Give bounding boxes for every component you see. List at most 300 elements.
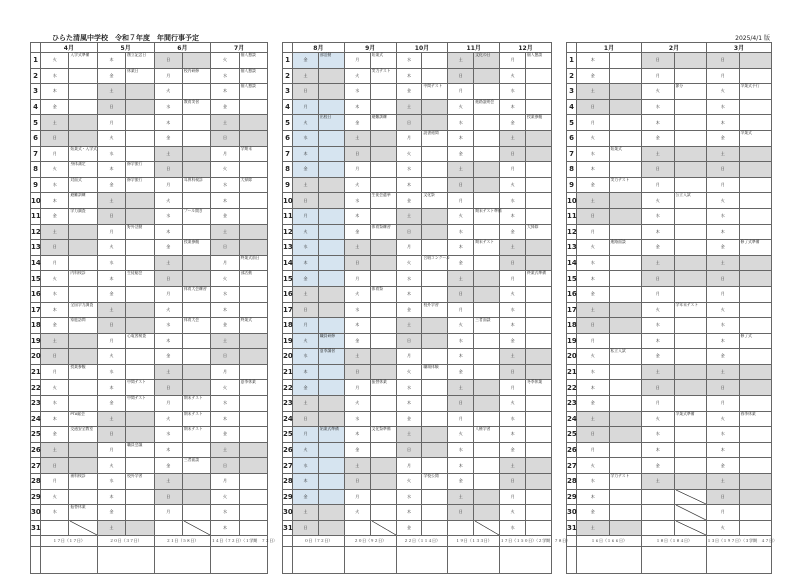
- event-cell: [69, 130, 97, 146]
- notes-cell: [154, 547, 211, 574]
- event-cell: [474, 271, 500, 287]
- weekday-cell: 水: [293, 458, 319, 474]
- event-cell: [182, 474, 210, 490]
- event-cell: [674, 146, 707, 162]
- weekday-cell: 土: [642, 146, 675, 162]
- event-cell: [318, 271, 344, 287]
- weekday-cell: 金: [707, 130, 740, 146]
- weekday-cell: 土: [97, 84, 125, 100]
- weekday-cell: 金: [211, 208, 239, 224]
- weekday-cell: 金: [707, 458, 740, 474]
- event-cell: [609, 318, 642, 334]
- weekday-cell: 水: [41, 396, 69, 412]
- event-cell: [474, 520, 500, 536]
- event-cell: [318, 380, 344, 396]
- day-number: 14: [283, 255, 293, 271]
- weekday-cell: 水: [211, 396, 239, 412]
- event-cell: [739, 115, 772, 131]
- weekday-cell: 金: [344, 442, 370, 458]
- weekday-cell: 日: [97, 99, 125, 115]
- event-cell: 野外活動: [126, 224, 154, 240]
- weekday-cell: 金: [642, 349, 675, 365]
- weekday-cell: 金: [577, 177, 610, 193]
- event-cell: [69, 84, 97, 100]
- day-number: 27: [31, 458, 41, 474]
- weekday-cell: 土: [500, 458, 526, 474]
- event-cell: [609, 130, 642, 146]
- weekday-cell: 日: [41, 349, 69, 365]
- day-number: 29: [283, 489, 293, 505]
- event-cell: [422, 458, 448, 474]
- event-cell: 夏季休業: [239, 380, 267, 396]
- day-number: 5: [31, 115, 41, 131]
- event-cell: [239, 240, 267, 256]
- weekday-cell: 火: [154, 193, 182, 209]
- weekday-cell: 火: [41, 53, 69, 69]
- weekday-cell: 日: [211, 240, 239, 256]
- weekday-cell: 金: [642, 130, 675, 146]
- day-number: 17: [283, 302, 293, 318]
- event-cell: [69, 286, 97, 302]
- event-cell: [239, 302, 267, 318]
- weekday-cell: 火: [448, 208, 474, 224]
- day-number: 16: [567, 286, 577, 302]
- month-header: 8月: [293, 43, 345, 53]
- event-cell: [422, 520, 448, 536]
- notes-cell: [500, 547, 552, 574]
- weekday-cell: 金: [500, 224, 526, 240]
- event-cell: [69, 349, 97, 365]
- weekday-cell: 水: [448, 224, 474, 240]
- day-number: 4: [567, 99, 577, 115]
- weekday-cell: 日: [344, 474, 370, 490]
- weekday-cell: 土: [577, 411, 610, 427]
- weekday-cell: 水: [293, 349, 319, 365]
- weekday-cell: 木: [154, 442, 182, 458]
- event-cell: 終業式前日: [239, 255, 267, 271]
- day-number: 3: [567, 84, 577, 100]
- weekday-cell: 木: [448, 240, 474, 256]
- event-cell: [126, 208, 154, 224]
- school-days-summary: ２０日（９２日）: [344, 536, 396, 547]
- day-number: 28: [31, 474, 41, 490]
- weekday-cell: 月: [448, 411, 474, 427]
- event-cell: [239, 442, 267, 458]
- event-cell: [739, 162, 772, 178]
- event-cell: [674, 489, 707, 505]
- day-number: 9: [31, 177, 41, 193]
- weekday-cell: 木: [344, 99, 370, 115]
- weekday-cell: 水: [293, 130, 319, 146]
- event-cell: [126, 193, 154, 209]
- event-cell: [239, 333, 267, 349]
- event-cell: [370, 99, 396, 115]
- event-cell: [126, 349, 154, 365]
- event-cell: [739, 364, 772, 380]
- weekday-cell: 火: [642, 193, 675, 209]
- event-cell: [370, 333, 396, 349]
- weekday-cell: 月: [396, 349, 422, 365]
- weekday-cell: 月: [500, 380, 526, 396]
- month-header: 6月: [154, 43, 211, 53]
- weekday-cell: 木: [396, 68, 422, 84]
- day-number: 6: [283, 130, 293, 146]
- event-cell: 期末テスト: [474, 240, 500, 256]
- event-cell: [239, 396, 267, 412]
- event-cell: [239, 505, 267, 521]
- weekday-cell: 火: [41, 271, 69, 287]
- event-cell: [422, 208, 448, 224]
- event-cell: [370, 442, 396, 458]
- event-cell: [739, 177, 772, 193]
- event-cell: [182, 224, 210, 240]
- weekday-cell: 火: [211, 162, 239, 178]
- weekday-cell: 金: [211, 427, 239, 443]
- weekday-cell: 木: [642, 442, 675, 458]
- event-cell: [182, 255, 210, 271]
- weekday-cell: 金: [41, 208, 69, 224]
- event-cell: [474, 333, 500, 349]
- event-cell: 人権学習: [474, 427, 500, 443]
- event-cell: [474, 84, 500, 100]
- event-cell: [739, 208, 772, 224]
- event-cell: [474, 474, 500, 490]
- day-number: 24: [283, 411, 293, 427]
- event-cell: 休業日: [126, 68, 154, 84]
- day-number-header: [567, 43, 577, 53]
- event-cell: [674, 442, 707, 458]
- school-days-summary: １８日（１８４日）: [642, 536, 707, 547]
- day-number: 17: [31, 302, 41, 318]
- weekday-cell: 水: [577, 474, 610, 490]
- event-cell: [422, 162, 448, 178]
- event-cell: [182, 84, 210, 100]
- weekday-cell: 土: [41, 333, 69, 349]
- event-cell: [609, 505, 642, 521]
- event-cell: [239, 411, 267, 427]
- weekday-cell: 水: [396, 53, 422, 69]
- event-cell: [526, 411, 552, 427]
- weekday-cell: 火: [500, 505, 526, 521]
- event-cell: [674, 177, 707, 193]
- weekday-cell: 土: [396, 427, 422, 443]
- event-cell: [739, 349, 772, 365]
- event-cell: [370, 364, 396, 380]
- weekday-cell: 水: [97, 255, 125, 271]
- weekday-cell: 火: [344, 286, 370, 302]
- weekday-cell: 日: [211, 349, 239, 365]
- event-cell: 個人懇談: [239, 84, 267, 100]
- event-cell: [239, 520, 267, 536]
- weekday-cell: 日: [154, 489, 182, 505]
- weekday-cell: 水: [211, 177, 239, 193]
- weekday-cell: 金: [344, 115, 370, 131]
- notes-cell: [344, 547, 396, 574]
- event-cell: 個人懇談: [526, 53, 552, 69]
- weekday-cell: 水: [41, 68, 69, 84]
- weekday-cell: 土: [211, 115, 239, 131]
- weekday-cell: 月: [707, 177, 740, 193]
- weekday-cell: 月: [97, 115, 125, 131]
- event-cell: 節分: [674, 84, 707, 100]
- event-cell: 始業式: [370, 53, 396, 69]
- weekday-cell: 月: [211, 255, 239, 271]
- weekday-cell: 木: [707, 333, 740, 349]
- event-cell: [674, 224, 707, 240]
- weekday-cell: 日: [707, 489, 740, 505]
- event-cell: [182, 520, 210, 536]
- notes-cell: [211, 547, 268, 574]
- weekday-cell: 金: [41, 318, 69, 334]
- event-cell: [474, 224, 500, 240]
- weekday-cell: 金: [154, 349, 182, 365]
- event-cell: 三者面談: [182, 458, 210, 474]
- weekday-cell: 金: [97, 68, 125, 84]
- event-cell: 三者面談: [474, 318, 500, 334]
- day-number: 1: [567, 53, 577, 69]
- event-cell: [69, 255, 97, 271]
- event-cell: [239, 162, 267, 178]
- day-number: 8: [283, 162, 293, 178]
- weekday-cell: 土: [154, 146, 182, 162]
- calendar-jan-mar: [566, 42, 777, 574]
- weekday-cell: 金: [642, 458, 675, 474]
- event-cell: 対面式: [69, 177, 97, 193]
- event-cell: [239, 364, 267, 380]
- school-days-summary: ２１日（５８日）: [154, 536, 211, 547]
- event-cell: [422, 286, 448, 302]
- event-cell: [526, 130, 552, 146]
- weekday-cell: 木: [642, 115, 675, 131]
- event-cell: [318, 396, 344, 412]
- event-cell: [126, 458, 154, 474]
- event-cell: [370, 208, 396, 224]
- day-number: 30: [31, 505, 41, 521]
- event-cell: [674, 255, 707, 271]
- weekday-cell: 日: [154, 271, 182, 287]
- day-number-header: [31, 43, 41, 53]
- day-number: 24: [567, 411, 577, 427]
- weekday-cell: 日: [293, 411, 319, 427]
- event-cell: 校内研修: [182, 68, 210, 84]
- day-number: 7: [283, 146, 293, 162]
- event-cell: [239, 458, 267, 474]
- event-cell: [422, 380, 448, 396]
- event-cell: 振替休業: [370, 380, 396, 396]
- weekday-cell: 火: [500, 286, 526, 302]
- weekday-cell: 金: [97, 396, 125, 412]
- weekday-cell: 水: [154, 208, 182, 224]
- event-cell: [370, 396, 396, 412]
- event-cell: [69, 489, 97, 505]
- event-cell: [318, 489, 344, 505]
- weekday-cell: 木: [97, 271, 125, 287]
- weekday-cell: 金: [500, 115, 526, 131]
- weekday-cell: 月: [642, 286, 675, 302]
- day-number: 3: [31, 84, 41, 100]
- weekday-cell: 火: [500, 396, 526, 412]
- weekday-cell: 金: [448, 474, 474, 490]
- weekday-cell: 土: [396, 99, 422, 115]
- weekday-cell: 日: [448, 396, 474, 412]
- day-number: 11: [31, 208, 41, 224]
- weekday-cell: 日: [707, 380, 740, 396]
- event-cell: [239, 99, 267, 115]
- day-number: 7: [567, 146, 577, 162]
- event-cell: [739, 318, 772, 334]
- weekday-cell: 水: [344, 193, 370, 209]
- event-cell: [609, 99, 642, 115]
- event-cell: [182, 505, 210, 521]
- event-cell: [69, 333, 97, 349]
- weekday-cell: 日: [448, 177, 474, 193]
- event-cell: 創立記念日: [126, 53, 154, 69]
- weekday-cell: 日: [396, 115, 422, 131]
- weekday-cell: 金: [154, 130, 182, 146]
- event-cell: [739, 286, 772, 302]
- event-cell: [739, 53, 772, 69]
- weekday-cell: 木: [577, 489, 610, 505]
- weekday-cell: 月: [707, 68, 740, 84]
- school-days-summary: １７日（１５０日）〈２学期 ７８日〉: [500, 536, 552, 547]
- event-cell: [126, 130, 154, 146]
- notes-cell: [707, 547, 772, 574]
- weekday-cell: 水: [577, 364, 610, 380]
- day-number: 29: [567, 489, 577, 505]
- day-number: 23: [567, 396, 577, 412]
- event-cell: 部活動: [239, 271, 267, 287]
- weekday-cell: 金: [642, 240, 675, 256]
- event-cell: [422, 442, 448, 458]
- weekday-cell: 水: [154, 427, 182, 443]
- event-cell: [126, 364, 154, 380]
- weekday-cell: 火: [211, 489, 239, 505]
- weekday-cell: 火: [642, 302, 675, 318]
- event-cell: [474, 302, 500, 318]
- event-cell: [182, 115, 210, 131]
- event-cell: [526, 255, 552, 271]
- weekday-cell: 火: [577, 130, 610, 146]
- weekday-cell: 月: [97, 224, 125, 240]
- weekday-cell: 日: [396, 333, 422, 349]
- event-cell: [239, 489, 267, 505]
- event-cell: [318, 99, 344, 115]
- weekday-cell: 木: [344, 427, 370, 443]
- event-cell: 体育祭練習: [370, 224, 396, 240]
- weekday-cell: 木: [41, 84, 69, 100]
- weekday-cell: 土: [211, 224, 239, 240]
- event-cell: [182, 333, 210, 349]
- event-cell: 春季休業: [739, 411, 772, 427]
- event-cell: [674, 130, 707, 146]
- weekday-cell: 木: [577, 271, 610, 287]
- event-cell: 夏季講習: [318, 349, 344, 365]
- event-cell: [318, 318, 344, 334]
- day-number: 23: [283, 396, 293, 412]
- event-cell: [318, 240, 344, 256]
- weekday-cell: 火: [154, 302, 182, 318]
- event-cell: 私立入試: [609, 349, 642, 365]
- day-number: 11: [283, 208, 293, 224]
- weekday-cell: 月: [154, 68, 182, 84]
- weekday-cell: [448, 520, 474, 536]
- weekday-cell: 木: [211, 193, 239, 209]
- event-cell: 中間テスト: [126, 396, 154, 412]
- weekday-cell: 火: [97, 458, 125, 474]
- weekday-cell: 月: [41, 474, 69, 490]
- day-number: 10: [31, 193, 41, 209]
- event-cell: 心電図検査: [126, 333, 154, 349]
- summary-label: [283, 536, 293, 547]
- day-number: 22: [31, 380, 41, 396]
- day-number: 7: [31, 146, 41, 162]
- weekday-cell: 火: [707, 193, 740, 209]
- day-number: 26: [283, 442, 293, 458]
- notes-label: [567, 547, 577, 574]
- weekday-cell: 水: [577, 255, 610, 271]
- event-cell: 期末テスト: [182, 411, 210, 427]
- weekday-cell: 土: [211, 442, 239, 458]
- weekday-cell: 月: [293, 318, 319, 334]
- day-number: 12: [283, 224, 293, 240]
- weekday-cell: 土: [577, 302, 610, 318]
- weekday-cell: 木: [154, 333, 182, 349]
- month-header: 1月: [577, 43, 642, 53]
- event-cell: [370, 162, 396, 178]
- day-number: 18: [567, 318, 577, 334]
- event-cell: [526, 99, 552, 115]
- event-cell: [370, 318, 396, 334]
- weekday-cell: [154, 520, 182, 536]
- weekday-cell: 火: [396, 146, 422, 162]
- event-cell: 期末テスト準備: [474, 208, 500, 224]
- day-number: 16: [31, 286, 41, 302]
- event-cell: [318, 130, 344, 146]
- weekday-cell: 金: [577, 68, 610, 84]
- weekday-cell: 水: [154, 99, 182, 115]
- weekday-cell: 火: [707, 411, 740, 427]
- weekday-cell: 木: [642, 333, 675, 349]
- weekday-cell: 土: [293, 68, 319, 84]
- weekday-cell: 木: [211, 520, 239, 536]
- event-cell: [674, 380, 707, 396]
- event-cell: [126, 99, 154, 115]
- event-cell: [370, 458, 396, 474]
- event-cell: [739, 68, 772, 84]
- day-number: 28: [283, 474, 293, 490]
- event-cell: [422, 224, 448, 240]
- notes-label: [31, 547, 41, 574]
- weekday-cell: 水: [97, 146, 125, 162]
- weekday-cell: 水: [211, 68, 239, 84]
- weekday-cell: 月: [396, 130, 422, 146]
- event-cell: 終業式準備: [526, 271, 552, 287]
- month-header: 12月: [500, 43, 552, 53]
- weekday-cell: 日: [97, 427, 125, 443]
- weekday-cell: 金: [41, 99, 69, 115]
- weekday-cell: 月: [211, 474, 239, 490]
- event-cell: [474, 411, 500, 427]
- event-cell: 進路説明会: [474, 99, 500, 115]
- event-cell: [739, 271, 772, 287]
- event-cell: [370, 177, 396, 193]
- weekday-cell: 月: [154, 396, 182, 412]
- event-cell: [422, 240, 448, 256]
- weekday-cell: 木: [448, 349, 474, 365]
- notes-cell: [97, 547, 154, 574]
- event-cell: [474, 505, 500, 521]
- event-cell: [126, 115, 154, 131]
